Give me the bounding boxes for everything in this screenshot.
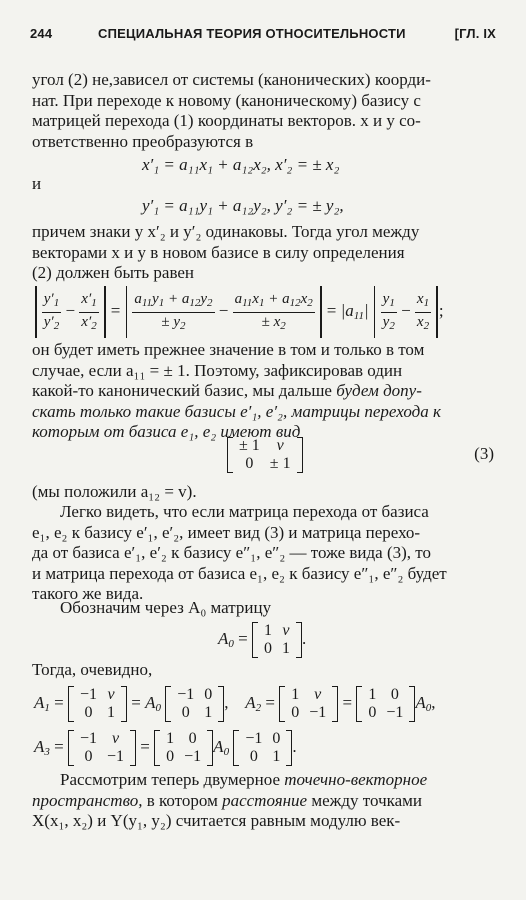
italic-fragment: расстояние xyxy=(222,790,308,810)
text-fragment: какой-то канонический базис, мы дальше xyxy=(32,381,332,400)
italic-fragment: будем допу- xyxy=(336,381,422,400)
matrix-a0-definition: $A_0$ = 1 v 0 1 . xyxy=(218,622,307,657)
paragraph-1 xyxy=(32,70,496,152)
text-line: нат. При переходе к новому (каноническому) базису с xyxy=(32,90,421,110)
angle-equation: $\frac{y'_1}{y'_2}$ − $\frac{x'_1}{x'_2}$ = $\frac{a_{11}y_1 + a_{12}y_2}{\pm y_2}$ − $\frac{a_{11}x_1 + a_{12}x_2}{\pm x_2}$ = $|a_{11}|$ $\frac{y_1}{y_2}$ − $\frac{x_1}{x_2}$ ; xyxy=(34,286,444,338)
italic-fragment: пространство, xyxy=(32,790,143,810)
text-line: (2) должен быть равен xyxy=(32,263,195,282)
text-fragment: в котором xyxy=(146,790,223,810)
matrix-a3-equation: $A_3$ = −1 v 0 −1 = 1 0 0 −1 $A_0$ −1 0 0 1 . xyxy=(34,730,297,765)
equation-y-transform: y′₁ = a₁₁y₁ + a₁₂y₂, y′₂ = ± y₂, xyxy=(142,196,344,215)
text-line: он будет иметь прежнее значение в том и только в том xyxy=(32,340,425,359)
text-line: да от базиса e′₁, e′₂ к базису e″₁, e″₂ — тоже вида (3), то xyxy=(32,543,431,562)
page-number: 244 xyxy=(30,26,53,41)
paragraph-6: Тогда, очевидно, xyxy=(32,660,153,679)
text-line: и матрица перехода от базиса e₁, e₂ к базису e″₁, e″₂ будет xyxy=(32,563,447,583)
paragraph-4 xyxy=(32,502,496,605)
paragraph-7 xyxy=(32,770,496,832)
text-line: случае, если a₁₁ = ± 1. Поэтому, зафиксировав один xyxy=(32,360,403,380)
equation-x-transform: x′₁ = a₁₁x₁ + a₁₂x₂, x′₂ = ± x₂ xyxy=(142,155,340,174)
chapter-label: [ГЛ. IX xyxy=(454,26,496,41)
italic-line: скать только такие базисы e′₁, e′₂, матрицы перехода к xyxy=(32,401,441,421)
text-line: матрицей перехода (1) координаты векторов. x и y со- xyxy=(32,111,421,130)
text-line: векторами x и y в новом базисе в силу определения xyxy=(32,242,405,262)
text-line: e₁, e₂ к базису e′₁, e′₂, имеет вид (3) и матрица перехо- xyxy=(32,522,421,542)
italic-fragment: точечно-векторное xyxy=(284,770,428,789)
paragraph-2 xyxy=(32,222,496,284)
text-fragment: Рассмотрим теперь двумерное xyxy=(60,770,281,789)
italic-line: которым от базиса e₁, e₂ имеют вид xyxy=(32,422,301,441)
note-line: (мы положили a₁₂ = v). xyxy=(32,482,197,501)
text-line: ответственно преобразуются в xyxy=(32,131,254,151)
matrix-a1-a2-equation: $A_1$ = −1 v 0 1 = $A_0$ −1 0 0 1 , $A_2$ = 1 v 0 −1 = 1 0 0 −1 $A_0$, xyxy=(34,686,436,721)
and-word: и xyxy=(32,174,42,193)
text-line: угол (2) не,зависел от системы (канонических) коорди- xyxy=(32,70,431,89)
paragraph-5: Обозначим через A₀ матрицу xyxy=(60,598,272,617)
matrix-3: ± 1 v 0 ± 1 xyxy=(227,437,303,473)
text-fragment: между точками xyxy=(311,790,423,810)
text-line: такого же вида. xyxy=(32,584,144,603)
text-line: X(x₁, x₂) и Y(y₁, y₂) считается равным модулю век- xyxy=(32,811,401,830)
text-line: причем знаки у x′₂ и y′₂ одинаковы. Тогда угол между xyxy=(32,222,420,241)
paragraph-3 xyxy=(32,340,496,443)
running-title: СПЕЦИАЛЬНАЯ ТЕОРИЯ ОТНОСИТЕЛЬНОСТИ xyxy=(98,26,406,41)
text-line: Легко видеть, что если матрица перехода от базиса xyxy=(60,502,429,521)
equation-number: (3) xyxy=(474,444,494,463)
